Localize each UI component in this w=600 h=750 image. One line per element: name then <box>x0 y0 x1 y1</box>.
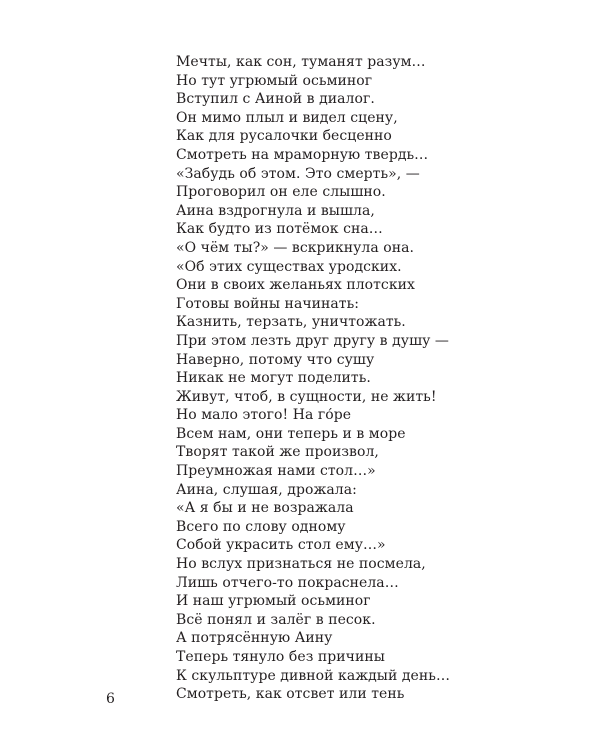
poem-line: «Забудь об этом. Это смерть», — <box>176 165 420 182</box>
poem-line: Готовы войны начинать: <box>176 295 360 312</box>
poem-line: Как будто из потёмок сна… <box>176 221 383 238</box>
poem-line: Аина, слушая, дрожала: <box>176 481 357 498</box>
poem-line: «А я бы и не возражала <box>176 500 354 517</box>
poem-text <box>176 53 450 704</box>
poem-line: Но мало этого! На го́ре <box>176 407 352 424</box>
poem-line: Никак не могут поделить. <box>176 370 371 387</box>
poem-line: Творят такой же произвол, <box>176 444 379 461</box>
poem-line: Проговорил он еле слышно. <box>176 184 386 201</box>
poem-line: Всего по слову одному <box>176 518 346 535</box>
poem-line: Живут, чтоб, в сущности, не жить! <box>176 388 437 405</box>
poem-line: Как для русалочки бесценно <box>176 128 392 145</box>
poem-line: И наш угрюмый осьминог <box>176 593 371 610</box>
poem-line: Наверно, потому что сушу <box>176 351 375 368</box>
poem-line: Казнить, терзать, уничтожать. <box>176 314 406 331</box>
poem-line: Смотреть на мраморную твердь… <box>176 146 429 163</box>
poem-line: Смотреть, как отсвет или тень <box>176 686 405 703</box>
poem-line: Всем нам, они теперь и в море <box>176 425 406 442</box>
poem-line: Они в своих желаньях плотских <box>176 277 415 294</box>
poem-line: Теперь тянуло без причины <box>176 649 385 665</box>
poem-line: Но вслух признаться не посмела, <box>176 556 426 573</box>
poem-line: А потрясённую Аину <box>176 630 333 647</box>
poem-line: Всё понял и залёг в песок. <box>176 611 376 628</box>
poem-line: Мечты, как сон, туманят разум… <box>176 54 426 70</box>
poem-line: Он мимо плыл и видел сцену, <box>176 109 398 126</box>
poem-line: Собой украсить стол ему…» <box>176 537 386 554</box>
poem-line: «О чём ты?» — вскрикнула она. <box>176 239 415 256</box>
poem-line: Преумножая нами стол…» <box>176 463 376 480</box>
page-number: 6 <box>106 691 115 707</box>
poem-line: Вступил с Аиной в диалог. <box>176 91 375 108</box>
poem-line: «Об этих существах уродских. <box>176 258 402 275</box>
poem-line: К скульптуре дивной каждый день… <box>176 667 450 684</box>
poem-line: Аина вздрогнула и вышла, <box>176 202 375 219</box>
poem-line: При этом лезть друг другу в душу — <box>176 332 449 349</box>
poem-line: Но тут угрюмый осьминог <box>176 72 373 89</box>
poem-line: Лишь отчего-то покраснела… <box>176 574 399 591</box>
